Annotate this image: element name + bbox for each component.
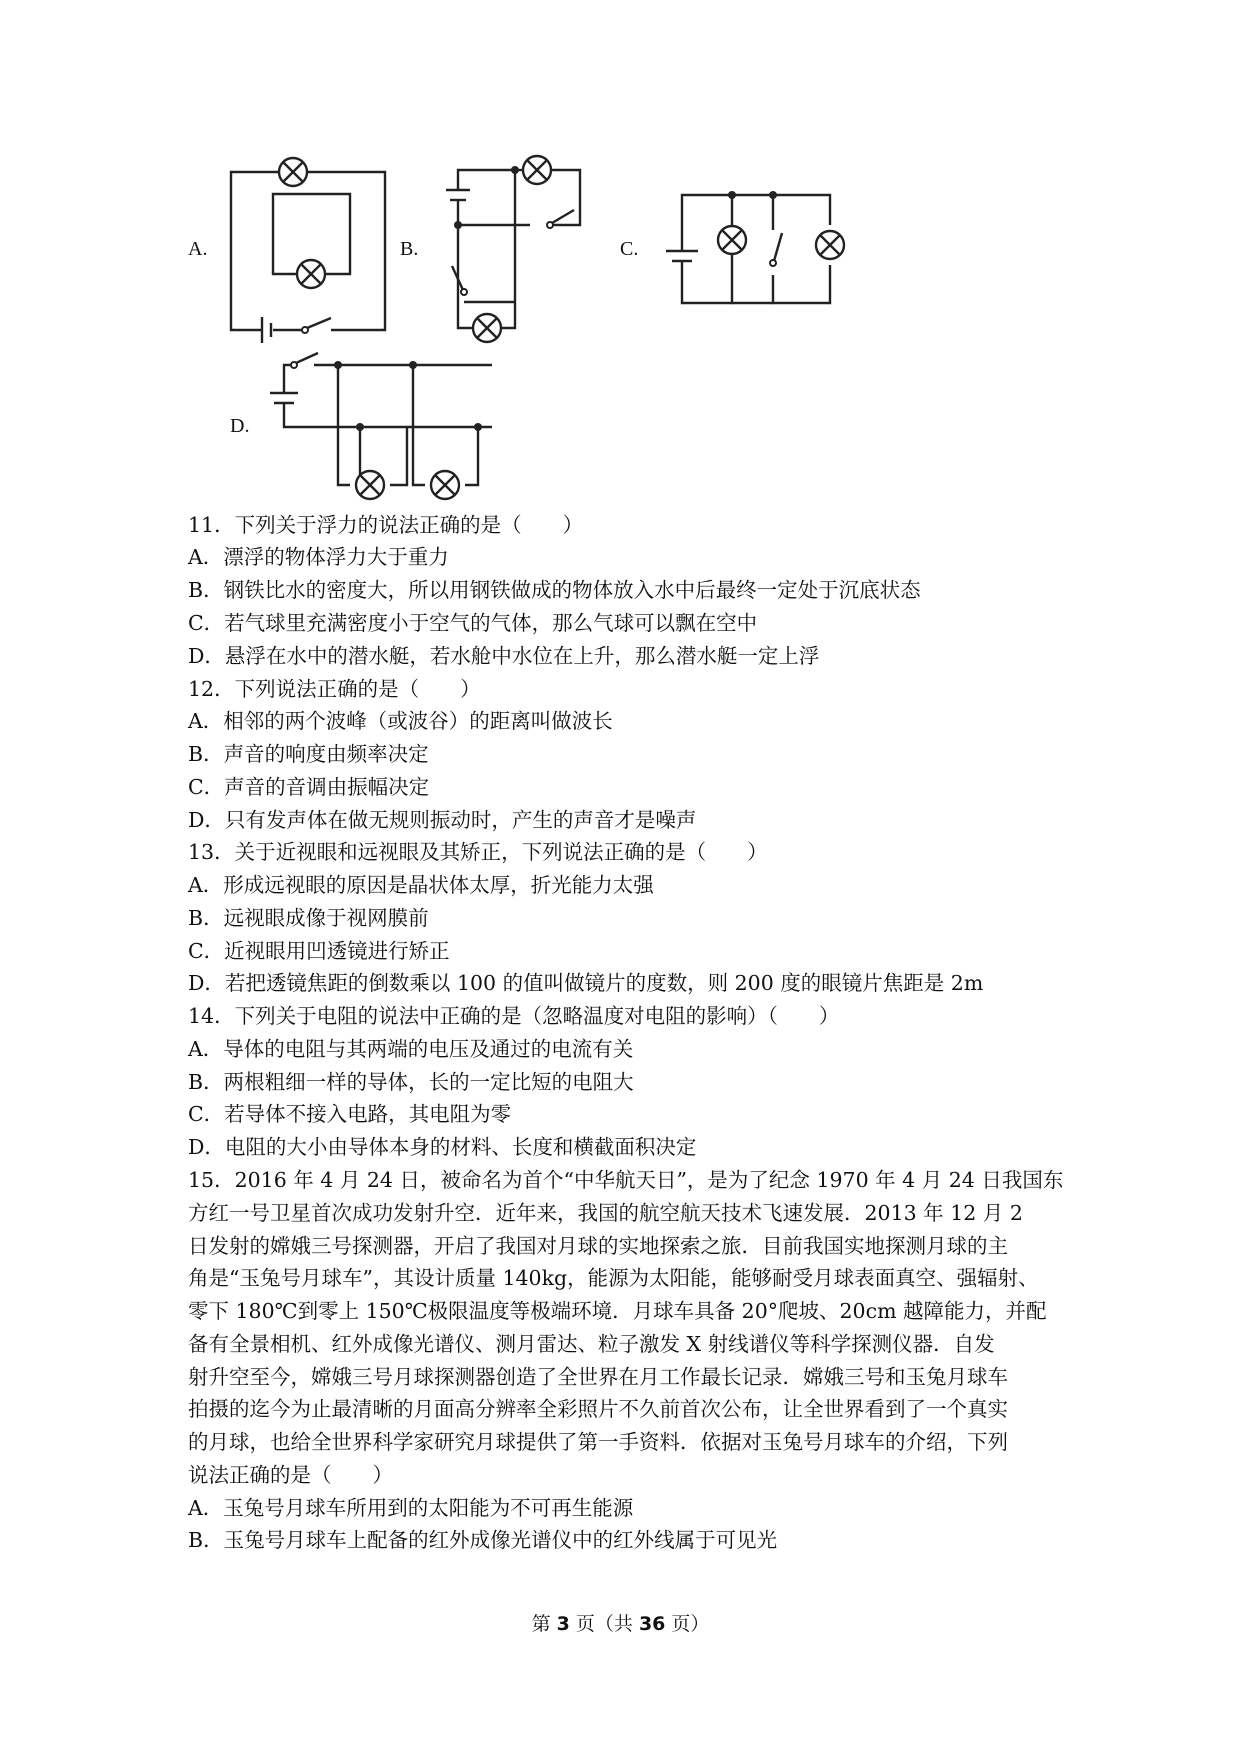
lamp-icon (473, 314, 501, 342)
q13-stem: 13．关于近视眼和远视眼及其矫正，下列说法正确的是（ ） (188, 840, 768, 864)
junction-dot (474, 423, 482, 431)
junction-dot (334, 361, 342, 369)
circuit-diagram-a (225, 150, 395, 340)
switch-icon (302, 318, 331, 333)
q13-option-b: B．远视眼成像于视网膜前 (188, 906, 429, 930)
lamp-icon (356, 471, 384, 499)
q15-stem-line: 零下 180℃到零上 150℃极限温度等极端环境．月球车具备 20°爬坡、20cm 越障能力，并配 (188, 1299, 1047, 1323)
q14-option-c: C．若导体不接入电路，其电阻为零 (188, 1102, 512, 1126)
option-c-label: C. (620, 238, 639, 260)
switch-icon (452, 266, 467, 295)
q15-option-b: B．玉兔号月球车上配备的红外成像光谱仪中的红外线属于可见光 (188, 1528, 778, 1552)
lamp-icon (816, 231, 844, 259)
junction-dot (728, 191, 736, 199)
q13-option-a: A．形成远视眼的原因是晶状体太厚，折光能力太强 (188, 873, 654, 897)
junction-dot (511, 166, 519, 174)
q14-option-b: B．两根粗细一样的导体，长的一定比短的电阻大 (188, 1070, 634, 1094)
lamp-icon (297, 260, 325, 288)
page-footer (0, 1609, 1241, 1636)
q11-stem: 11．下列关于浮力的说法正确的是（ ） (188, 513, 584, 537)
junction-dot (356, 423, 364, 431)
q13-option-c: C．近视眼用凹透镜进行矫正 (188, 939, 450, 963)
lamp-icon (718, 226, 746, 254)
footer-middle: 页（共 (569, 1613, 639, 1635)
q14-option-d: D．电阻的大小由导体本身的材料、长度和横截面积决定 (188, 1135, 697, 1159)
battery-icon (666, 251, 698, 261)
q14-stem: 14．下列关于电阻的说法中正确的是（忽略温度对电阻的影响）（ ） (188, 1004, 840, 1028)
circuit-d-wires (284, 365, 492, 485)
battery-icon (262, 317, 271, 343)
q11-option-b: B．钢铁比水的密度大，所以用钢铁做成的物体放入水中后最终一定处于沉底状态 (188, 578, 921, 602)
q11-option-c: C．若气球里充满密度小于空气的气体，那么气球可以飘在空中 (188, 611, 758, 635)
q15-stem-line: 方红一号卫星首次成功发射升空．近年来，我国的航空航天技术飞速发展．2013 年 12 月 2 (188, 1201, 1023, 1225)
q15-stem-line: 的月球，也给全世界科学家研究月球提供了第一手资料．依据对玉兔号月球车的介绍，下列 (188, 1430, 1008, 1454)
switch-icon (291, 353, 318, 368)
circuit-c-wires (682, 195, 830, 303)
q14-option-a: A．导体的电阻与其两端的电压及通过的电流有关 (188, 1037, 634, 1061)
circuit-diagram-d (270, 355, 500, 505)
junction-dot (769, 191, 777, 199)
lamp-icon (279, 158, 307, 186)
circuit-b-wires (458, 170, 580, 328)
q15-stem-line: 备有全景相机、红外成像光谱仪、测月雷达、粒子激发 X 射线谱仪等科学探测仪器．自发 (188, 1332, 995, 1356)
junction-dot (454, 221, 462, 229)
switch-icon (770, 233, 782, 266)
battery-icon (446, 190, 470, 200)
q15-stem-line: 15．2016 年 4 月 24 日，被命名为首个“中华航天日”，是为了纪念 1970 年 4 月 24 日我国东 (188, 1168, 1064, 1192)
q12-option-d: D．只有发声体在做无规则振动时，产生的声音才是噪声 (188, 808, 697, 832)
q15-stem-line: 角是“玉兔号月球车”，其设计质量 140kg，能源为太阳能，能够耐受月球表面真空、强辐射、 (188, 1266, 1039, 1290)
circuit-diagram-c (670, 185, 860, 305)
q12-stem: 12．下列说法正确的是（ ） (188, 677, 481, 701)
lamp-icon (523, 156, 551, 184)
footer-prefix: 第 (531, 1613, 557, 1635)
q15-stem-line: 说法正确的是（ ） (188, 1463, 393, 1487)
q12-option-a: A．相邻的两个波峰（或波谷）的距离叫做波长 (188, 709, 613, 733)
q15-stem-line: 射升空至今，嫦娥三号月球探测器创造了全世界在月工作最长记录．嫦娥三号和玉兔月球车 (188, 1365, 1008, 1389)
page-number: 3 (556, 1613, 570, 1635)
circuit-a-wires (231, 172, 385, 330)
q12-option-b: B．声音的响度由频率决定 (188, 742, 429, 766)
circuit-diagram-b (450, 150, 600, 340)
lamp-icon (431, 471, 459, 499)
battery-icon (270, 393, 298, 403)
q15-stem-line: 日发射的嫦娥三号探测器，开启了我国对月球的实地探索之旅．目前我国实地探测月球的主 (188, 1234, 1008, 1258)
q15-stem-line: 拍摄的迄今为止最清晰的月面高分辨率全彩照片不久前首次公布，让全世界看到了一个真实 (188, 1397, 1008, 1421)
q11-option-a: A．漂浮的物体浮力大于重力 (188, 545, 449, 569)
page-total: 36 (638, 1613, 666, 1635)
option-d-label: D. (230, 415, 250, 437)
junction-dot (409, 361, 417, 369)
q13-option-d: D．若把透镜焦距的倒数乘以 100 的值叫做镜片的度数，则 200 度的眼镜片焦距是 2m (188, 971, 984, 995)
q12-option-c: C．声音的音调由振幅决定 (188, 775, 430, 799)
footer-suffix: 页） (665, 1613, 710, 1635)
q15-option-a: A．玉兔号月球车所用到的太阳能为不可再生能源 (188, 1496, 634, 1520)
q11-option-d: D．悬浮在水中的潜水艇，若水舱中水位在上升，那么潜水艇一定上浮 (188, 644, 820, 668)
option-a-label: A. (188, 238, 208, 260)
option-b-label: B. (400, 238, 419, 260)
